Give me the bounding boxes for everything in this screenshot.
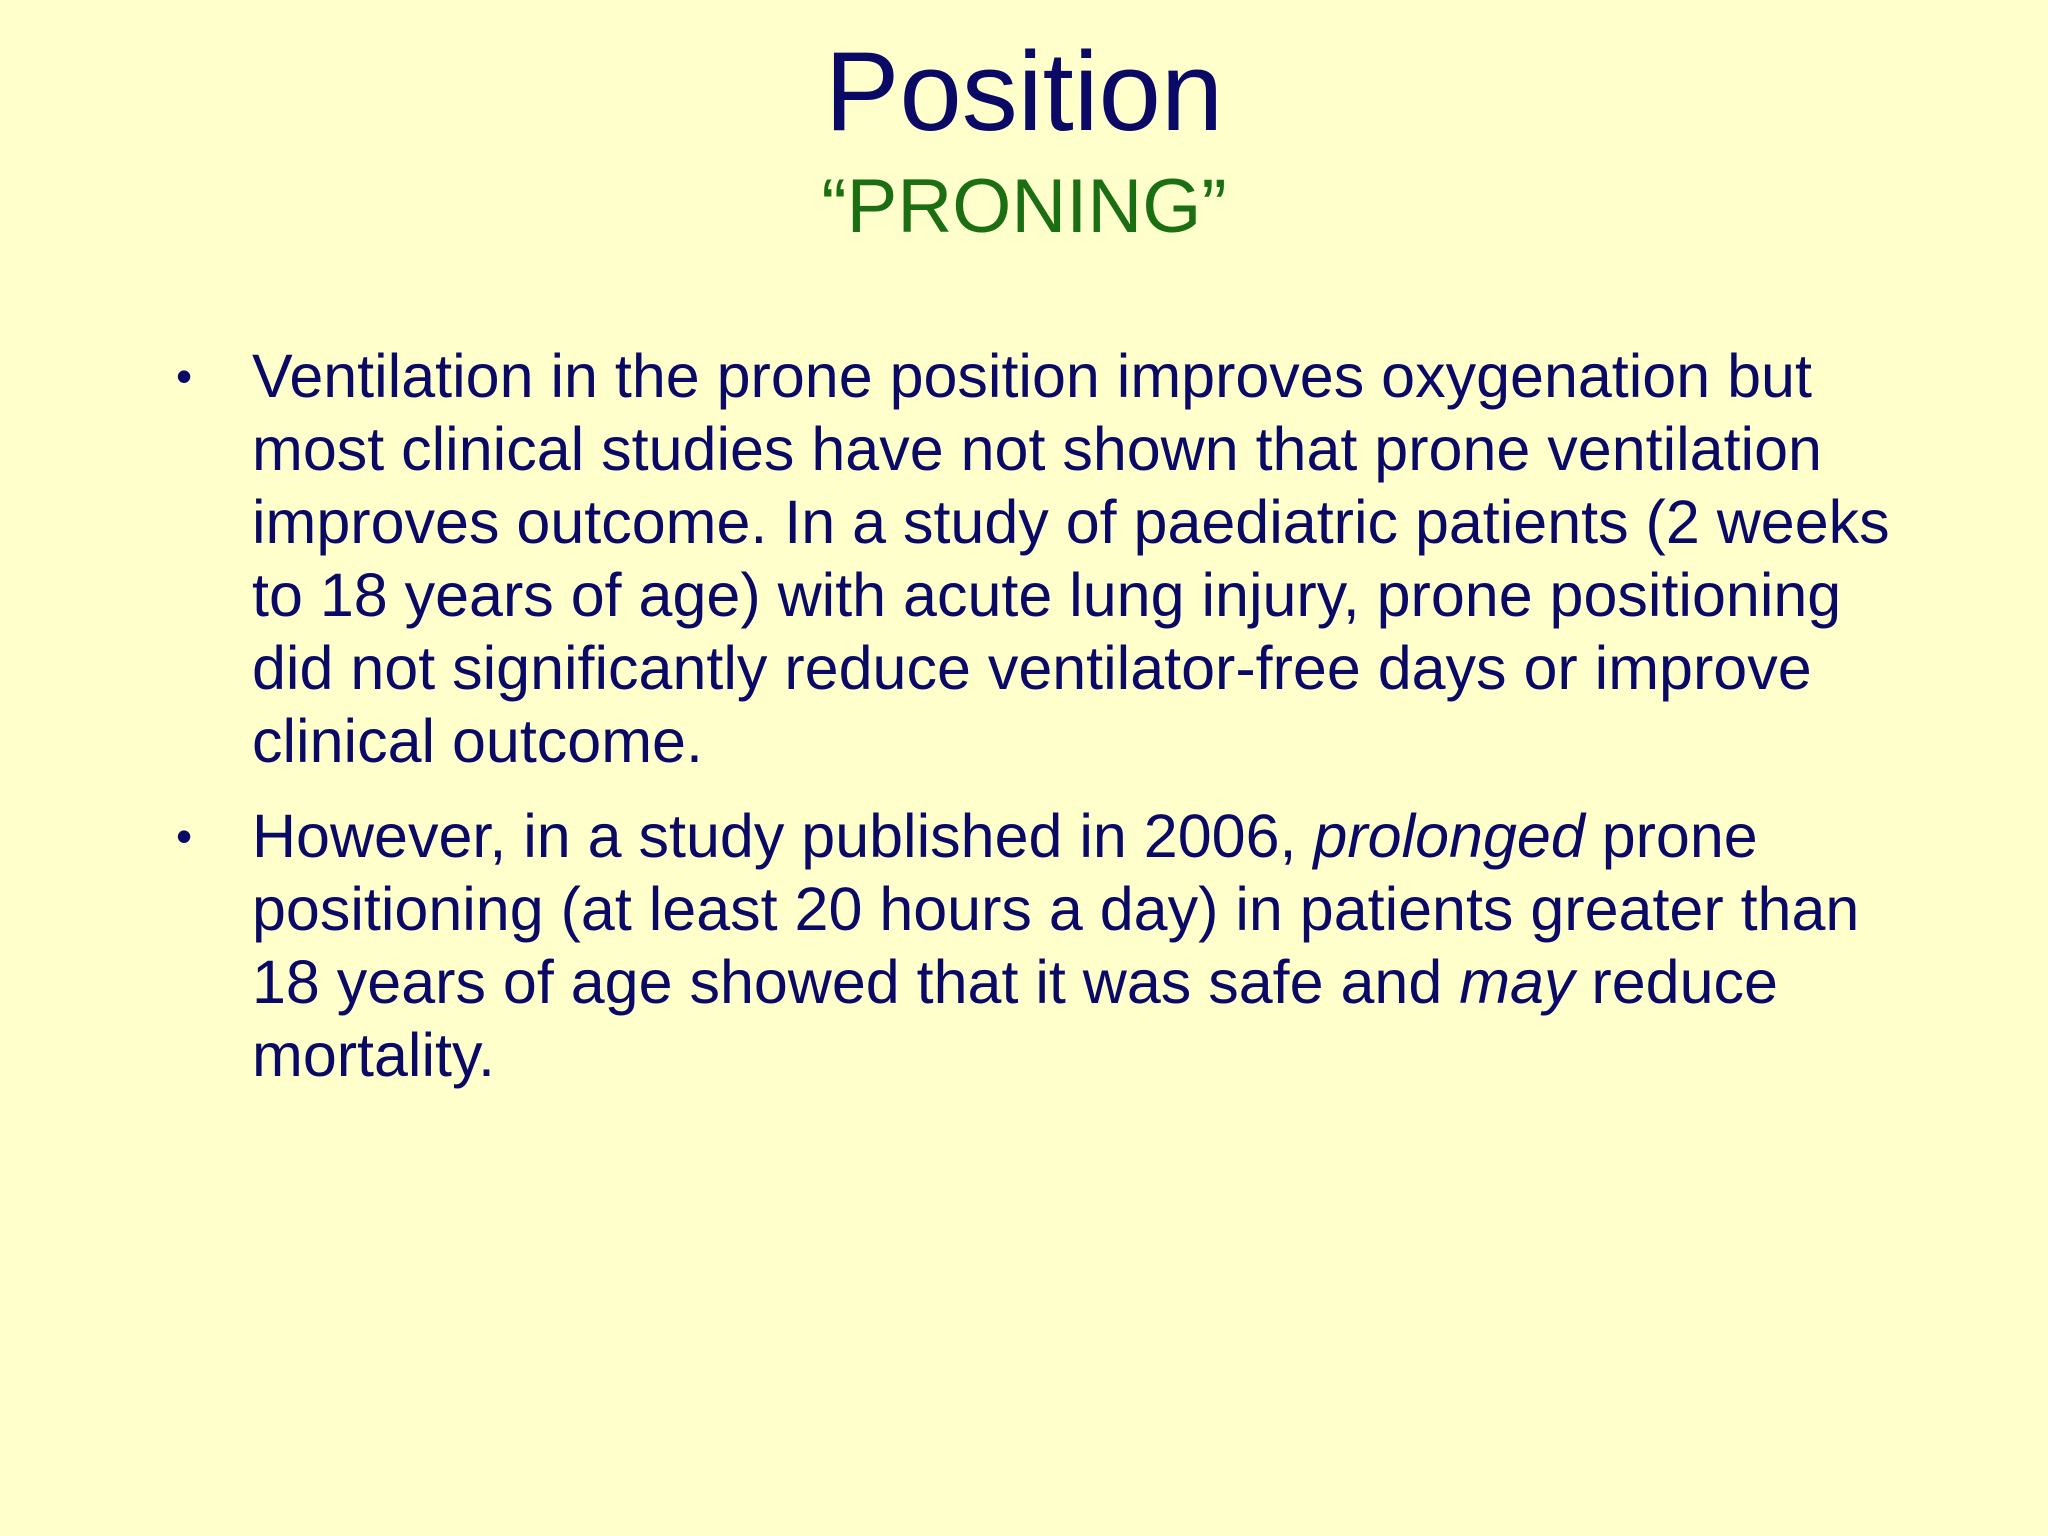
bullet-item	[176, 800, 1896, 1092]
bullet-text-segment: However, in a study published in 2006,	[252, 802, 1314, 870]
emphasis-prolonged: prolonged	[1313, 802, 1585, 870]
slide-title: Position	[824, 29, 1224, 154]
bullet-marker: •	[176, 350, 193, 402]
bullet-marker: •	[176, 810, 193, 862]
bullet-text-segment: reduce mortality.	[252, 948, 1778, 1089]
bullet-item	[176, 340, 1896, 778]
bullet-text-segment: prone positioning (at least 20 hours a day) in patients greater than 18 years of age showed that it was safe and	[252, 802, 1860, 1016]
bullet-list	[176, 340, 1896, 1114]
bullet-text	[252, 802, 1859, 1089]
bullet-text: Ventilation in the prone position improves oxygenation but most clinical studies have not shown that prone ventilation improves outcome. In a study of paediatric patients (2 weeks to 18 years of age) with acute lung injury, prone positioning did not significantly reduce ventilator-free days or improve clinical outcome.	[252, 342, 1890, 775]
slide-subtitle: “PRONING”	[821, 164, 1227, 249]
emphasis-may: may	[1459, 948, 1575, 1016]
